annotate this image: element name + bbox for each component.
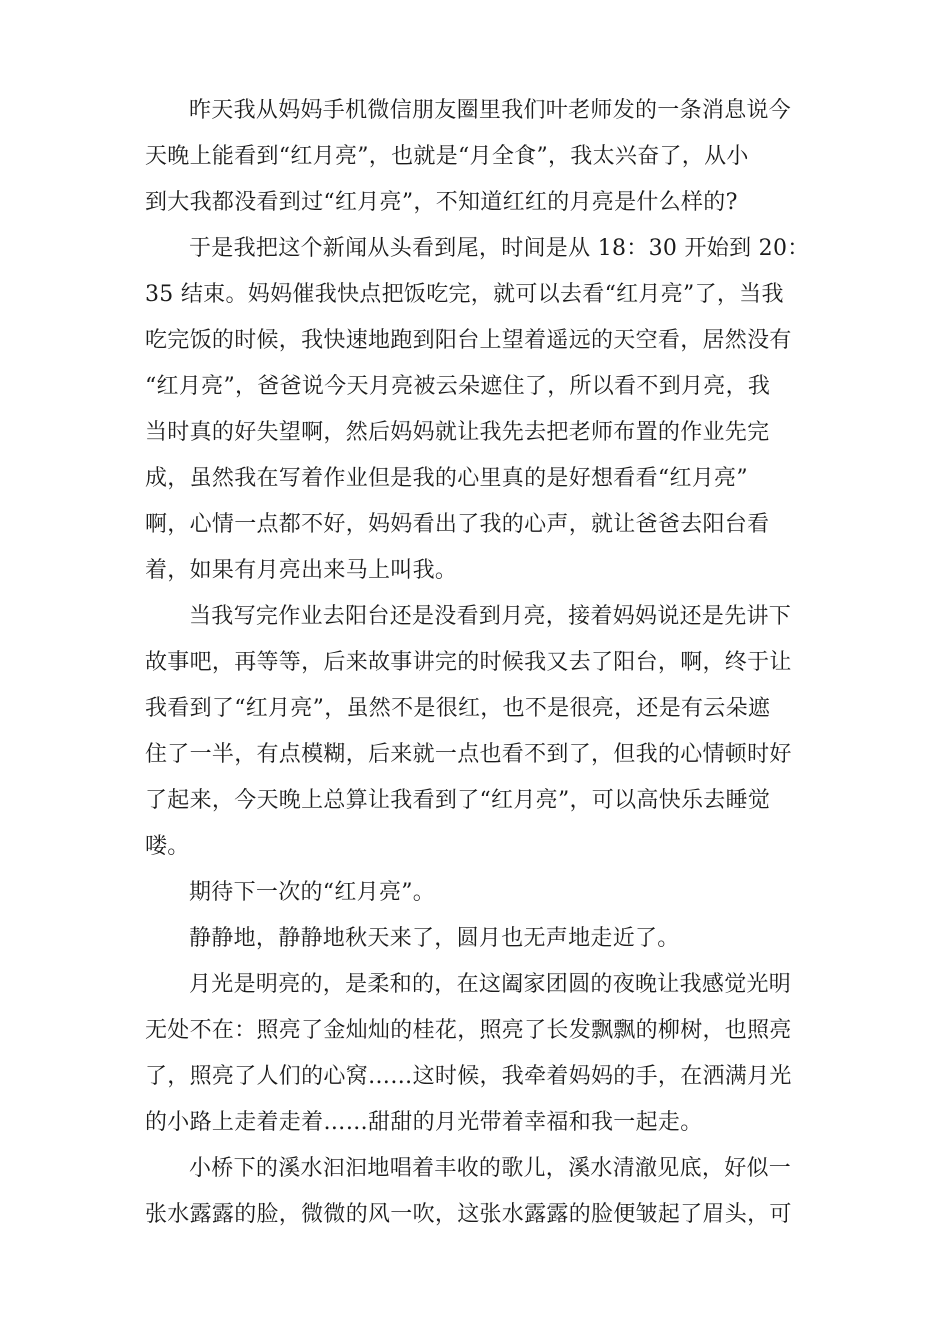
text-line: “红月亮”，爸爸说今天月亮被云朵遮住了，所以看不到月亮，我 [145, 374, 771, 399]
text-line: 喽。 [145, 834, 190, 859]
text-line: 35 结束。妈妈催我快点把饭吃完，就可以去看“红月亮”了，当我 [145, 282, 784, 307]
text-line: 期待下一次的“红月亮”。 [189, 880, 436, 905]
text-line: 到大我都没看到过“红月亮”，不知道红红的月亮是什么样的? [145, 190, 738, 215]
text-line: 的小路上走着走着……甜甜的月光带着幸福和我一起走。 [145, 1110, 703, 1135]
document-body [145, 88, 810, 1238]
paragraph-3 [145, 594, 805, 870]
paragraph-1 [145, 88, 805, 226]
text-line: 于是我把这个新闻从头看到尾，时间是从 18：30 开始到 20： [189, 236, 810, 261]
text-line: 张水露露的脸，微微的风一吹，这张水露露的脸便皱起了眉头，可 [145, 1202, 792, 1227]
text-line: 吃完饭的时候，我快速地跑到阳台上望着遥远的天空看，居然没有 [145, 328, 792, 353]
text-line: 天晚上能看到“红月亮”，也就是“月全食”，我太兴奋了，从小 [145, 144, 749, 169]
text-line: 着，如果有月亮出来马上叫我。 [145, 558, 458, 583]
text-line: 啊，心情一点都不好，妈妈看出了我的心声，就让爸爸去阳台看 [145, 512, 770, 537]
text-line: 静静地，静静地秋天来了，圆月也无声地走近了。 [189, 926, 680, 951]
text-line: 住了一半，有点模糊，后来就一点也看不到了，但我的心情顿时好 [145, 742, 792, 767]
text-line: 我看到了“红月亮”，虽然不是很红，也不是很亮，还是有云朵遮 [145, 696, 771, 721]
text-line: 成，虽然我在写着作业但是我的心里真的是好想看看“红月亮” [145, 466, 748, 491]
text-line: 了起来，今天晚上总算让我看到了“红月亮”，可以高快乐去睡觉 [145, 788, 771, 813]
paragraph-6 [145, 962, 805, 1146]
text-line: 小桥下的溪水汩汩地唱着丰收的歌儿，溪水清澈见底，好似一 [189, 1156, 792, 1181]
text-line: 无处不在：照亮了金灿灿的桂花，照亮了长发飘飘的柳树，也照亮 [145, 1018, 792, 1043]
paragraph-7 [145, 1146, 805, 1238]
text-line: 故事吧，再等等，后来故事讲完的时候我又去了阳台，啊，终于让 [145, 650, 792, 675]
paragraph-2 [145, 226, 810, 594]
text-line: 当我写完作业去阳台还是没看到月亮，接着妈妈说还是先讲下 [189, 604, 792, 629]
text-line: 了，照亮了人们的心窝……这时候，我牵着妈妈的手，在洒满月光 [145, 1064, 792, 1089]
paragraph-4 [145, 870, 805, 916]
text-line: 月光是明亮的，是柔和的，在这阖家团圆的夜晚让我感觉光明 [189, 972, 792, 997]
text-line: 当时真的好失望啊，然后妈妈就让我先去把老师布置的作业先完 [145, 420, 770, 445]
paragraph-5 [145, 916, 805, 962]
text-line: 昨天我从妈妈手机微信朋友圈里我们叶老师发的一条消息说今 [189, 98, 792, 123]
